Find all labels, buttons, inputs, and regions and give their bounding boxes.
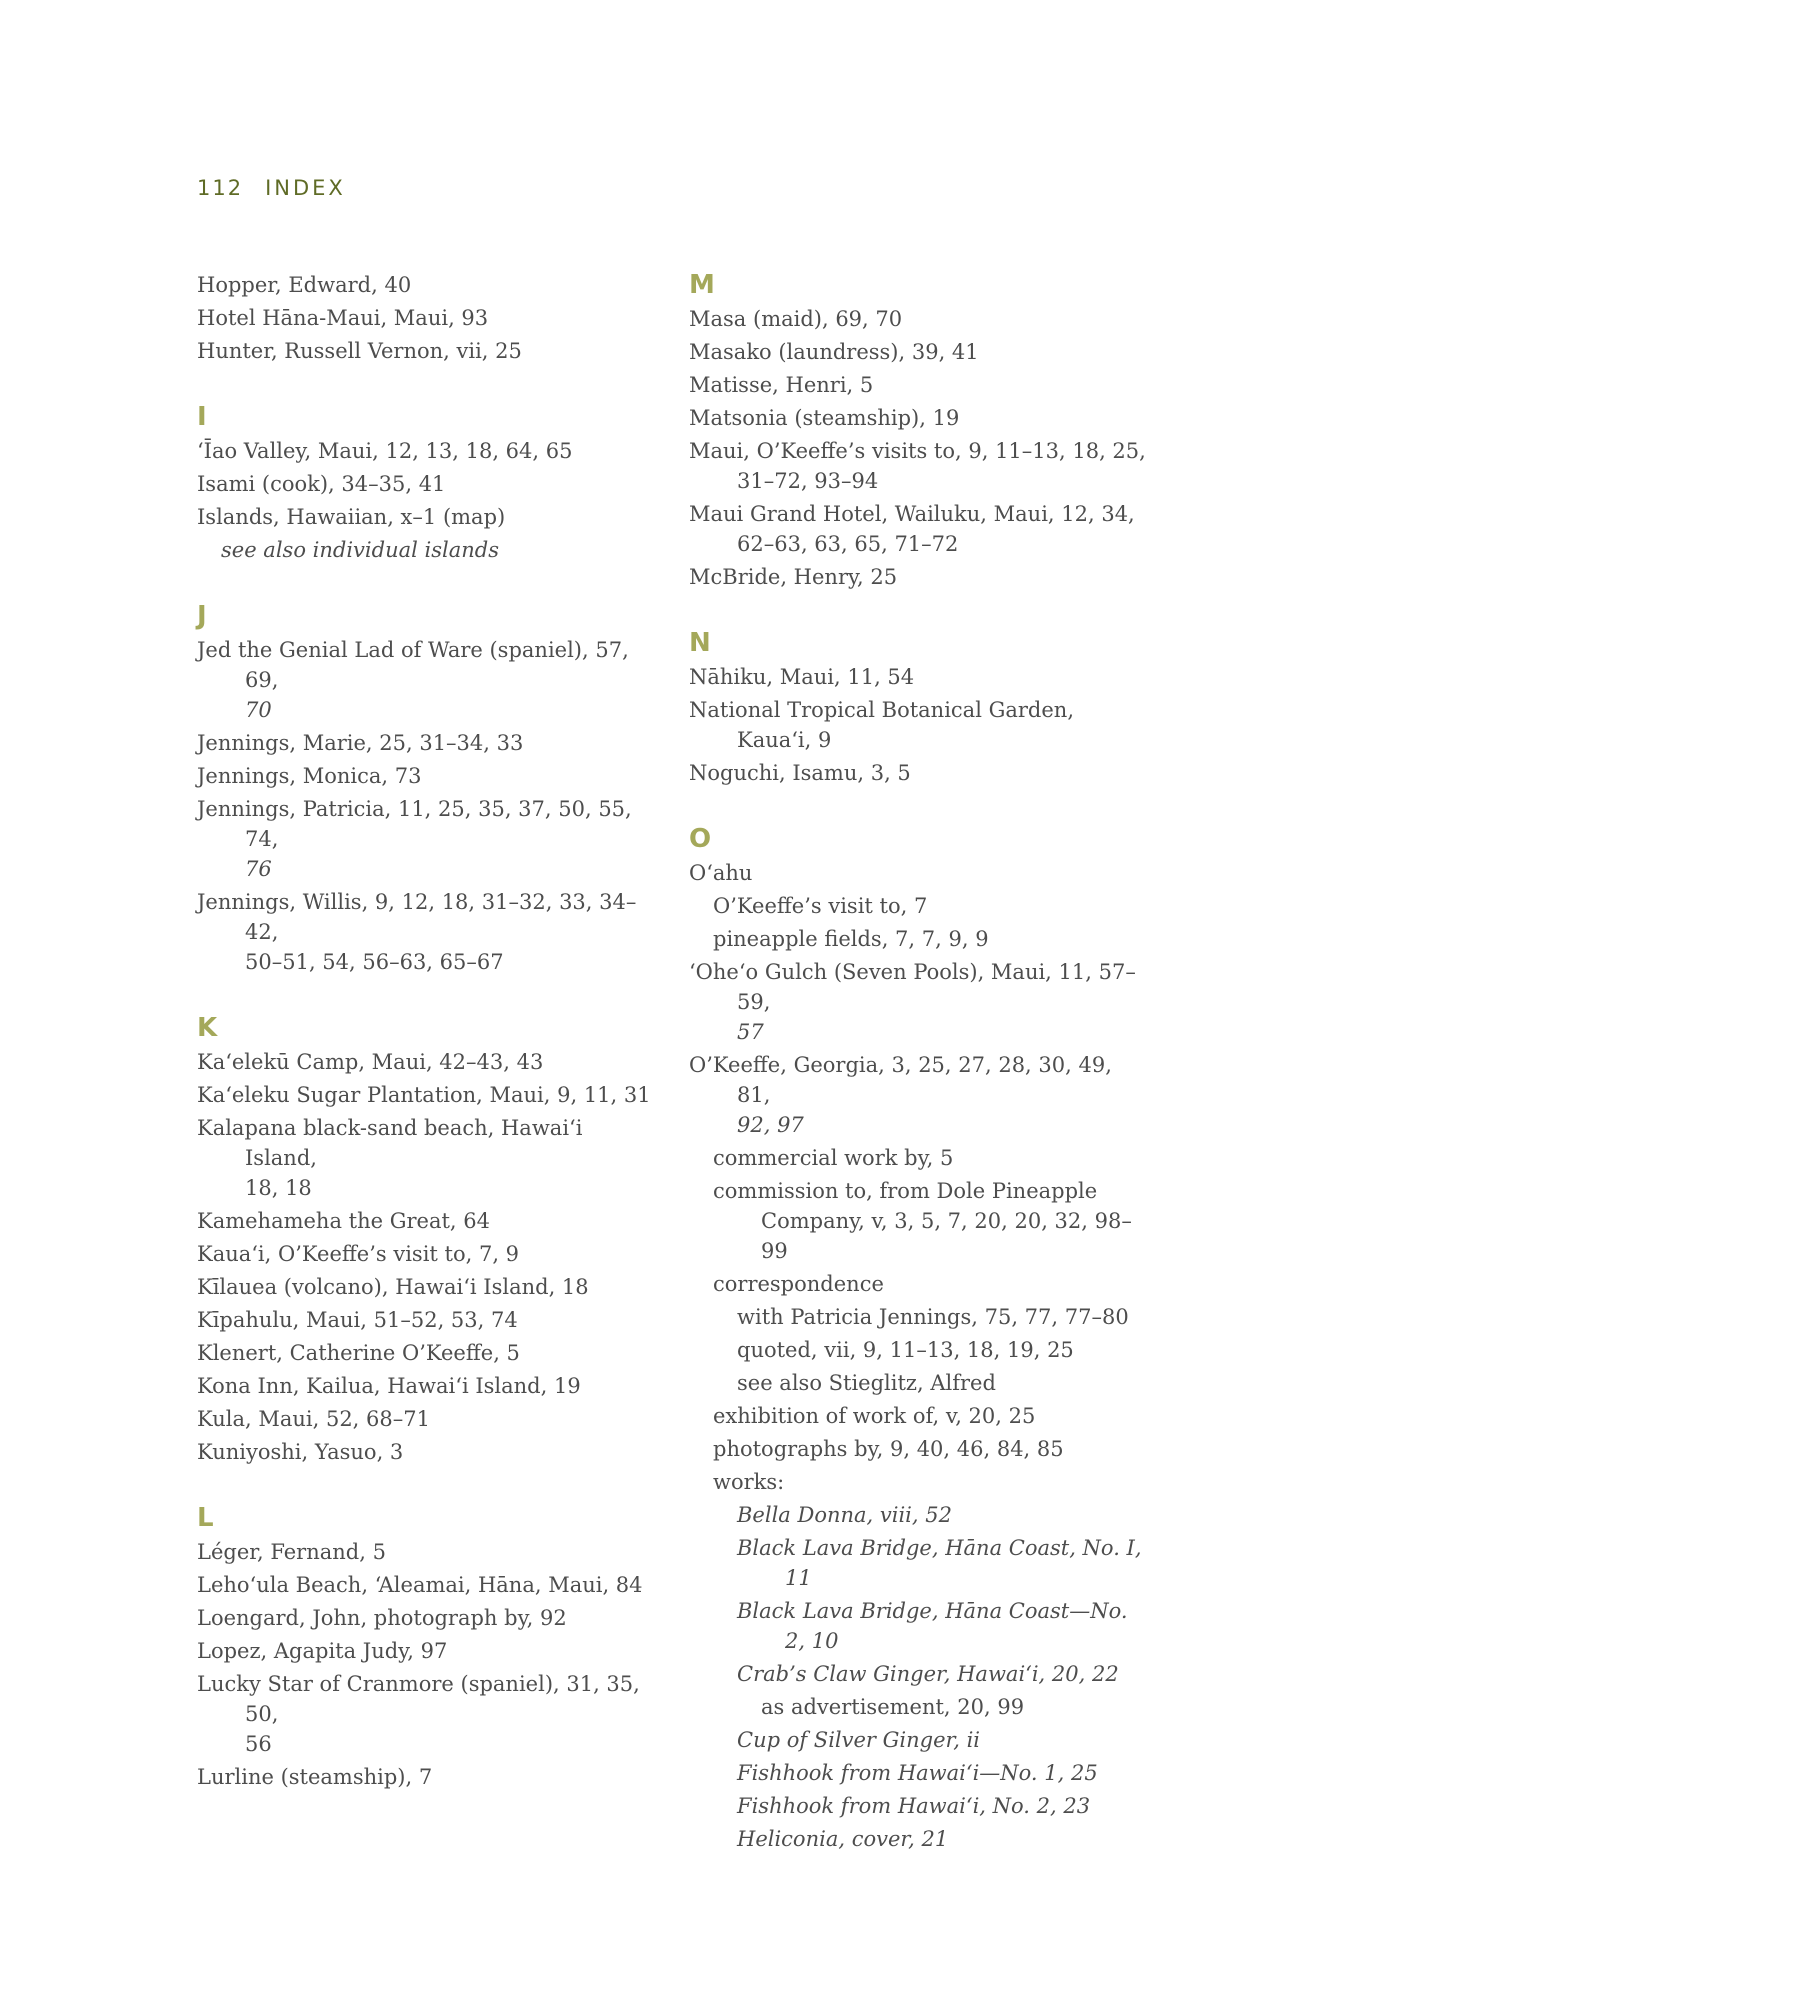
index-entry: Isami (cook), 34–35, 41 — [197, 472, 446, 496]
index-entry — [689, 1050, 1149, 1140]
entry-text: ʻOheʻo Gulch (Seven Pools), Maui, 11, 57–59, — [689, 960, 1136, 1014]
entry-continuation: 70 — [245, 698, 272, 722]
index-subentry: O’Keeffe’s visit to, 7 — [713, 894, 928, 918]
index-entry: Klenert, Catherine O’Keeffe, 5 — [197, 1341, 520, 1365]
index-entry: Masa (maid), 69, 70 — [689, 307, 903, 331]
section-letter: N — [689, 628, 711, 658]
index-entry: Lopez, Agapita Judy, 97 — [197, 1639, 448, 1663]
index-subentry: works: — [713, 1470, 785, 1494]
index-entry: Islands, Hawaiian, x–1 (map) — [197, 505, 506, 529]
index-entry: Nāhiku, Maui, 11, 54 — [689, 665, 915, 689]
index-entry — [197, 794, 657, 884]
index-section-k — [197, 1013, 657, 1467]
index-entry — [197, 635, 657, 725]
index-entry: Matisse, Henri, 5 — [689, 373, 874, 397]
section-letter: M — [689, 270, 715, 300]
entry-text: commission to, from Dole Pineapple — [713, 1179, 1098, 1203]
entry-continuation: 76 — [245, 857, 272, 881]
entry-text: Kalapana black-sand beach, Hawaiʻi Island, — [197, 1116, 583, 1170]
index-entry: Kona Inn, Kailua, Hawaiʻi Island, 19 — [197, 1374, 581, 1398]
index-work-entry: Cup of Silver Ginger, ii — [737, 1728, 981, 1752]
section-letter: J — [197, 601, 207, 631]
index-entry: Noguchi, Isamu, 3, 5 — [689, 761, 911, 785]
index-entry — [689, 957, 1149, 1047]
index-subentry — [689, 1176, 1149, 1266]
index-entry: Kula, Maui, 52, 68–71 — [197, 1407, 430, 1431]
index-subentry: photographs by, 9, 40, 46, 84, 85 — [713, 1437, 1064, 1461]
index-subentry: correspondence — [713, 1272, 884, 1296]
entry-text: O’Keeffe, Georgia, 3, 25, 27, 28, 30, 49, 81, — [689, 1053, 1112, 1107]
index-entry: Oʻahu — [689, 861, 753, 885]
index-entry: Kaʻelekū Camp, Maui, 42–43, 43 — [197, 1050, 544, 1074]
entry-text: Jed the Genial Lad of Ware (spaniel), 57, 69, — [197, 638, 629, 692]
index-entry: Hotel Hāna-Maui, Maui, 93 — [197, 306, 489, 330]
entry-continuation: 50–51, 54, 56–63, 65–67 — [245, 950, 504, 974]
index-work-entry: Black Lava Bridge, Hāna Coast—No. 2, 10 — [737, 1599, 1128, 1653]
entry-continuation: 56 — [245, 1732, 272, 1756]
index-subentry: as advertisement, 20, 99 — [761, 1695, 1025, 1719]
index-entry: National Tropical Botanical Garden, Kauaʻi, 9 — [689, 698, 1075, 752]
index-entry: Kauaʻi, O’Keeffe’s visit to, 7, 9 — [197, 1242, 520, 1266]
index-entry: Kamehameha the Great, 64 — [197, 1209, 490, 1233]
entry-continuation: Company, v, 3, 5, 7, 20, 20, 32, 98–99 — [761, 1209, 1132, 1263]
entry-continuation: 92, 97 — [737, 1113, 804, 1137]
index-entry — [197, 1669, 657, 1759]
index-entry: Jennings, Marie, 25, 31–34, 33 — [197, 731, 524, 755]
section-letter: O — [689, 824, 712, 854]
index-entry: Kuniyoshi, Yasuo, 3 — [197, 1440, 404, 1464]
section-letter: K — [197, 1013, 218, 1043]
index-entry — [689, 436, 1149, 496]
index-work-entry: Fishhook from Hawaiʻi, No. 2, 23 — [737, 1794, 1091, 1818]
entry-text: Jennings, Patricia, 11, 25, 35, 37, 50, 55, 74, — [197, 797, 632, 851]
index-work-entry: Bella Donna, viii, 52 — [737, 1503, 952, 1527]
index-section-l — [197, 1503, 657, 1792]
index-entry: Hunter, Russell Vernon, vii, 25 — [197, 339, 522, 363]
index-work-entry: Crab’s Claw Ginger, Hawaiʻi, 20, 22 — [737, 1662, 1119, 1686]
index-entry — [197, 887, 657, 977]
index-section-h — [197, 270, 657, 366]
index-section-j — [197, 601, 657, 977]
entry-continuation: 57 — [737, 1020, 764, 1044]
index-entry: Matsonia (steamship), 19 — [689, 406, 960, 430]
index-work-entry: Fishhook from Hawaiʻi—No. 1, 25 — [737, 1761, 1098, 1785]
index-entry: Loengard, John, photograph by, 92 — [197, 1606, 567, 1630]
index-work-entry: Heliconia, cover, 21 — [737, 1827, 949, 1851]
index-entry: Jennings, Monica, 73 — [197, 764, 422, 788]
entry-text: Maui Grand Hotel, Wailuku, Maui, 12, 34, — [689, 502, 1135, 526]
index-subentry: exhibition of work of, v, 20, 25 — [713, 1404, 1036, 1428]
index-section-m — [689, 270, 1149, 592]
index-entry: Lehoʻula Beach, ʻAleamai, Hāna, Maui, 84 — [197, 1573, 643, 1597]
index-section-i — [197, 402, 657, 565]
index-subentry: with Patricia Jennings, 75, 77, 77–80 — [737, 1305, 1129, 1329]
index-entry — [197, 1113, 657, 1203]
index-entry: Kaʻeleku Sugar Plantation, Maui, 9, 11, 31 — [197, 1083, 651, 1107]
index-entry: ʻĪao Valley, Maui, 12, 13, 18, 64, 65 — [197, 439, 573, 463]
entry-continuation: 31–72, 93–94 — [737, 469, 879, 493]
entry-text: Maui, O’Keeffe’s visits to, 9, 11–13, 18, 25, — [689, 439, 1146, 463]
index-see-also: see also individual islands — [221, 538, 499, 562]
running-head — [197, 176, 346, 200]
page-number: 112 — [197, 176, 244, 200]
entry-text: Lucky Star of Cranmore (spaniel), 31, 35, 50, — [197, 1672, 640, 1726]
index-entry — [689, 499, 1149, 559]
section-letter: I — [197, 402, 207, 432]
entry-continuation: 18, 18 — [245, 1176, 312, 1200]
index-entry: Hopper, Edward, 40 — [197, 273, 412, 297]
page-title: INDEX — [265, 176, 346, 200]
index-entry: Léger, Fernand, 5 — [197, 1540, 386, 1564]
index-section-n — [689, 628, 1149, 788]
entry-continuation: 62–63, 63, 65, 71–72 — [737, 532, 959, 556]
index-work-entry: Black Lava Bridge, Hāna Coast, No. I, 11 — [737, 1536, 1142, 1590]
index-entry: McBride, Henry, 25 — [689, 565, 898, 589]
index-entry: Kīpahulu, Maui, 51–52, 53, 74 — [197, 1308, 518, 1332]
index-section-o — [689, 824, 1149, 1854]
index-entry: Masako (laundress), 39, 41 — [689, 340, 979, 364]
index-column-left — [197, 270, 657, 1828]
index-subentry: quoted, vii, 9, 11–13, 18, 19, 25 — [737, 1338, 1074, 1362]
index-column-right — [689, 270, 1149, 1890]
section-letter: L — [197, 1503, 214, 1533]
index-entry: Lurline (steamship), 7 — [197, 1765, 433, 1789]
entry-text: Jennings, Willis, 9, 12, 18, 31–32, 33, 34–42, — [197, 890, 637, 944]
index-subentry: pineapple fields, 7, 7, 9, 9 — [713, 927, 989, 951]
index-entry: Kīlauea (volcano), Hawaiʻi Island, 18 — [197, 1275, 589, 1299]
index-see-also: see also Stieglitz, Alfred — [737, 1371, 996, 1395]
index-subentry: commercial work by, 5 — [713, 1146, 954, 1170]
